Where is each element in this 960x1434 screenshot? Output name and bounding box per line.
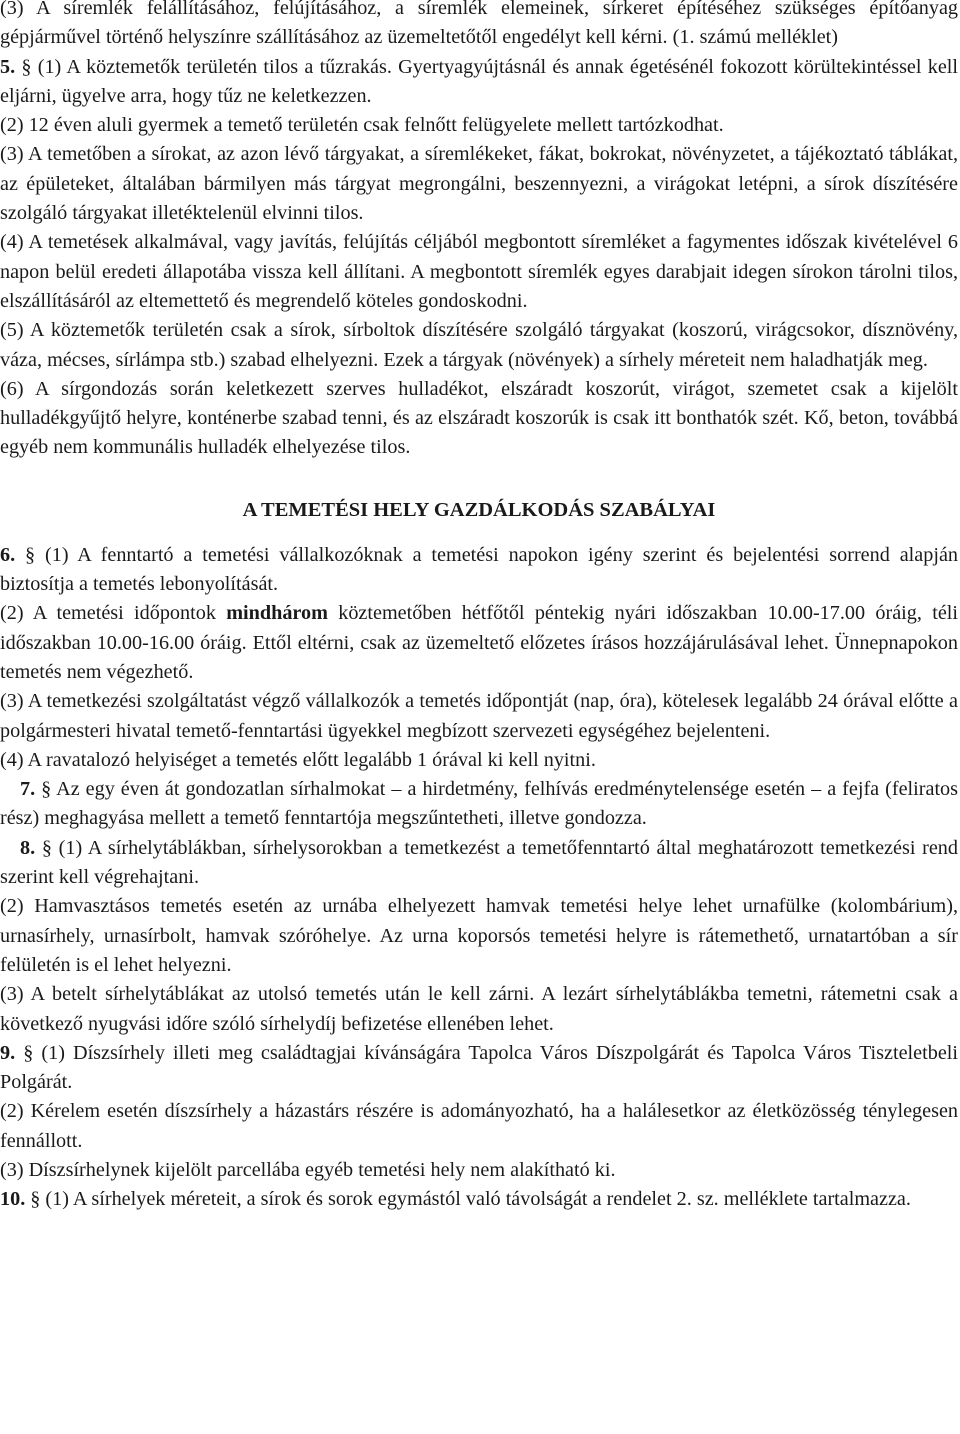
paragraph-8-1: 8. § (1) A sírhelytáblákban, sírhelysorokban a temetkezést a temetőfenntartó által meghatározott temetkezési rend szerint kell végrehajtani.	[0, 836, 958, 889]
paragraph-6-2: (2) A temetési időpontok mindhárom köztemetőben hétfőtől péntekig nyári időszakban 10.00-17.00 óráig, téli időszakban 10.00-16.00 óráig. Ettől eltérni, csak az üzemeltető előzetes írásos hozzájárulásával lehet. Ünnepnapokon temetés nem végezhető.	[0, 602, 958, 683]
paragraph-5-5: (5) A köztemetők területén csak a sírok, sírboltok díszítésére szolgáló tárgyakat (koszorú, virágcsokor, dísznövény, váza, mécses, sírlámpa stb.) szabad elhelyezni. Ezek a tárgyak (növények) a sírhely méreteit nem haladhatják meg.	[0, 319, 958, 371]
section-number: 10.	[0, 1188, 26, 1211]
section-number: 8.	[20, 836, 36, 859]
paragraph-7: 7. § Az egy éven át gondozatlan sírhalmokat – a hirdetmény, felhívás eredménytelensége esetén – a fejfa (feliratos rész) meghagyása mellett a temető fenntartója megszűntetheti, illetve gondozza.	[0, 778, 959, 830]
paragraph-10-1: 10. § (1) A sírhelyek méreteit, a sírok és sorok egymástól való távolságát a rendelet 2. sz. melléklete tartalmazza.	[0, 1188, 911, 1211]
paragraph-5-2: (2) 12 éven aluli gyermek a temető területén csak felnőtt felügyelete mellett tartózkodhat.	[0, 114, 724, 137]
paragraph-6-3: (3) A temetkezési szolgáltatást végző vállalkozók a temetés időpontját (nap, óra), kötelesek legalább 24 órával előtte a polgármesteri hivatal temető-fenntartási ügyekkel megbízott szervezeti egységéhez bejelenteni.	[0, 690, 958, 742]
paragraph-5-3: (3) A temetőben a sírokat, az azon lévő tárgyakat, a síremlékeket, fákat, bokrokat, növényzetet, a tájékoztató táblákat, az épületeket, általában bármilyen más tárgyat megrongálni, beszennyezni, a virágokat letépni, a sírok díszítésére szolgáló tárgyakat illetéktelenül elvinni tilos.	[0, 143, 958, 225]
paragraph-6-1: 6. § (1) A fenntartó a temetési vállalkozóknak a temetési napokon igény szerint és bejelentési sorrend alapján biztosítja a temetés lebonyolítását.	[0, 543, 958, 596]
paragraph-5-6: (6) A sírgondozás során keletkezett szerves hulladékot, elszáradt koszorút, virágot, szemetet csak a kijelölt hulladékgyűjtő helyre, konténerbe szabad tenni, és az elszáradt koszorúk is csak itt bonthatók szét. Kő, beton, továbbá egyéb nem kommunális hulladék elhelyezése tilos.	[0, 377, 958, 459]
paragraph-8-3: (3) A betelt sírhelytáblákat az utolsó temetés után le kell zárni. A lezárt sírhelytáblákba temetni, rátemetni csak a következő nyugvási időre szóló sírhelydíj befizetése ellenében lehet.	[0, 983, 958, 1035]
paragraph-5-3-continued: (3) A síremlék felállításához, felújításához, a síremlék elemeinek, sírkeret építéséhez szükséges építőanyag gépjárművel történő helyszínre szállításához az üzemeltetőtől engedélyt kell kérni. (1. számú melléklet)	[0, 0, 958, 49]
paragraph-8-2: (2) Hamvasztásos temetés esetén az urnába elhelyezett hamvak temetési helye lehet urnafülke (kolombárium), urnasírhely, urnasírbolt, hamvak szóróhelye. Az urna koporsós temetési helyre is rátemethető, urnatartóban a sír felületén is el lehet helyezni.	[0, 895, 958, 976]
section-heading: A TEMETÉSI HELY GAZDÁLKODÁS SZABÁLYAI	[242, 498, 716, 521]
section-number: 9.	[0, 1041, 16, 1064]
section-heading-wrap	[0, 463, 958, 541]
paragraph-6-4: (4) A ravatalozó helyiséget a temetés előtt legalább 1 órával ki kell nyitni.	[0, 748, 596, 771]
paragraph-5-1: 5. § (1) A köztemetők területén tilos a tűzrakás. Gyertyagyújtásnál és annak égetésénél fokozott körültekintéssel kell eljárni, ügyelve arra, hogy tűz ne keletkezzen.	[0, 55, 959, 107]
section-number: 6.	[0, 543, 16, 566]
section-number: 5.	[0, 55, 16, 78]
paragraph-9-2: (2) Kérelem esetén díszsírhely a házastárs részére is adományozható, ha a halálesetkor az életközösség ténylegesen fennállott.	[0, 1100, 958, 1152]
paragraph-9-3: (3) Díszsírhelynek kijelölt parcellába egyéb temetési hely nem alakítható ki.	[0, 1158, 616, 1181]
emphasis-bold: mindhárom	[226, 602, 328, 625]
paragraph-5-4: (4) A temetések alkalmával, vagy javítás, felújítás céljából megbontott síremléket a fagymentes időszak kivételével 6 napon belül eredeti állapotába vissza kell állítani. A megbontott síremlék egyes darabjait idegen sírokon tárolni tilos, elszállításáról az eltemettető és megrendelő köteles gondoskodni.	[0, 231, 958, 312]
section-number: 7.	[20, 778, 36, 801]
paragraph-9-1: 9. § (1) Díszsírhely illeti meg családtagjai kívánságára Tapolca Város Díszpolgárát és Tapolca Város Tiszteletbeli Polgárát.	[0, 1041, 959, 1094]
